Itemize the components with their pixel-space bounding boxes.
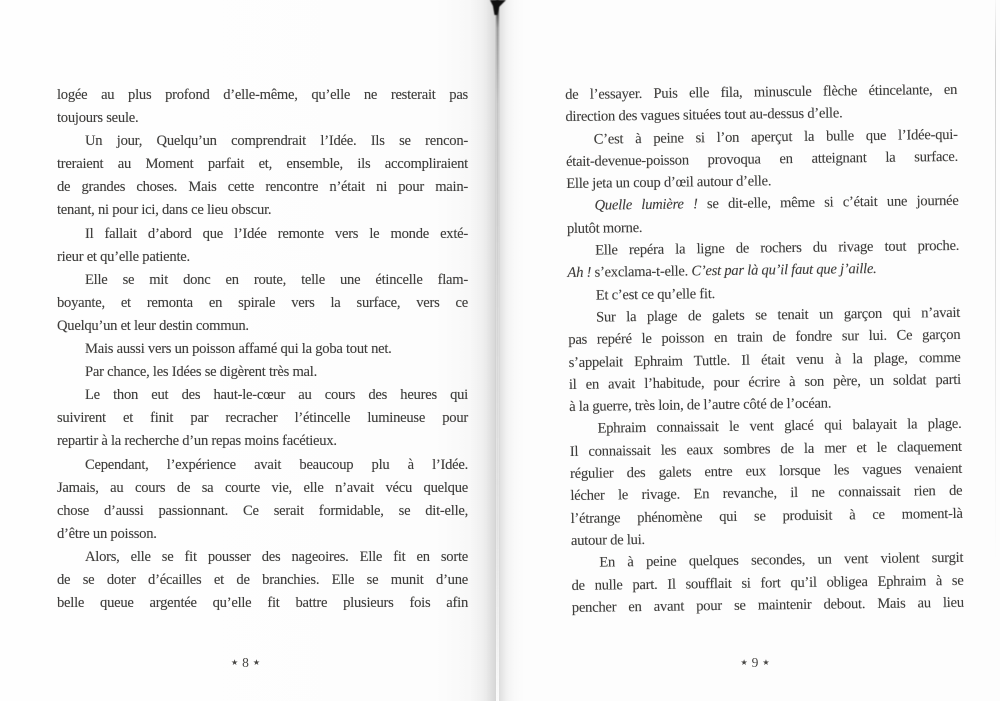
page-left-folio bbox=[40, 654, 451, 672]
text-line: belle queue argentée qu’elle fit battre plusieurs fois afin bbox=[57, 595, 468, 612]
text-line: Alors, elle se fit pousser des nageoires. Elle fit en sorte bbox=[85, 548, 468, 565]
text-line: d’être un poisson. bbox=[57, 525, 157, 542]
text-line: toujours seule. bbox=[57, 110, 139, 127]
page-left-text bbox=[57, 84, 468, 615]
text-line: régulier des galets entre eux lorsque les vagues venaient bbox=[570, 460, 963, 483]
text-line: de l’essayer. Puis elle fila, minuscule flèche étincelante, en bbox=[565, 81, 958, 103]
text-line: Et c’est ce qu’elle fit. bbox=[595, 285, 716, 304]
text-line: de nulle part. Il soufflait si fort qu’il obligea Ephraim à se bbox=[571, 572, 964, 594]
text-line: repartir à la recherche d’un repas moins facétieux. bbox=[57, 433, 337, 450]
text-line: Ah ! s’exclama-t-elle. C’est par là qu’il faut que j’aille. bbox=[567, 261, 877, 282]
text-line: Il fallait d’abord que l’Idée remonte vers le monde exté- bbox=[85, 225, 468, 242]
text-line: Cependant, l’expérience avait beaucoup plu à l’Idée. bbox=[85, 456, 468, 473]
text-line: à la guerre, très loin, de l’autre côté de l’océan. bbox=[569, 395, 832, 416]
text-line: pas repéré le poisson en train de fondre sur lui. Ce garçon bbox=[568, 327, 961, 349]
page-left bbox=[0, 0, 496, 701]
folio-star-icon: ★ bbox=[740, 657, 748, 667]
page-right-text bbox=[565, 79, 964, 619]
text-line: Ephraim connaissait le vent glacé qui balayait la plage. bbox=[597, 416, 962, 438]
folio-star-icon: ★ bbox=[230, 657, 239, 667]
text-line: C’est à peine si l’on aperçut la bulle que l’Idée-qui- bbox=[593, 126, 958, 148]
text-line: il en avait l’habitude, pour écrire à son père, un soldat parti bbox=[568, 371, 962, 393]
text-line: tenant, ni pour ici, dans ce lieu obscur. bbox=[57, 202, 272, 219]
page-edge-right-line bbox=[995, 0, 997, 701]
page-right-number: 9 bbox=[751, 655, 759, 671]
text-line: lécher le rivage. En revanche, il ne connaissait rien de bbox=[570, 483, 963, 505]
gutter-shadow-left bbox=[470, 0, 496, 701]
text-line: Elle se mit donc en route, telle une étincelle flam- bbox=[85, 271, 468, 288]
text-line: logée au plus profond d’elle-même, qu’elle ne resterait pas bbox=[57, 87, 468, 103]
text-line: Jamais, au cours de sa courte vie, elle n’avait vécu quelque bbox=[57, 479, 468, 496]
folio-star-icon: ★ bbox=[252, 657, 261, 667]
text-line: rieur et qu’elle patiente. bbox=[57, 248, 190, 265]
gutter-top-notch bbox=[482, 0, 512, 18]
text-line: était-devenue-poisson provoqua en atteignant la surface. bbox=[565, 148, 959, 170]
text-line: de grandes choses. Mais cette rencontre n’était ni pour main- bbox=[57, 179, 468, 196]
gutter-crease-line bbox=[496, 0, 499, 701]
text-line: Elle repéra la ligne de rochers du rivage tout proche. bbox=[595, 237, 960, 259]
text-line: de se doter d’écailles et de branchies. Elle se munit d’une bbox=[57, 571, 468, 588]
text-line: Sur la plage de galets se tenait un garçon qui n’avait bbox=[595, 304, 961, 326]
text-line: direction des vagues situées tout au-dessus d’elle. bbox=[565, 105, 843, 126]
text-line: Par chance, les Idées se digèrent très mal. bbox=[85, 364, 317, 381]
text-line: pencher en avant pour se maintenir debout. Mais au lieu bbox=[571, 594, 964, 616]
folio-star-icon: ★ bbox=[762, 657, 770, 667]
text-line: Un jour, Quelqu’un comprendrait l’Idée. Ils se rencon- bbox=[85, 133, 468, 150]
text-line: s’appelait Ephraim Tuttle. Il était venu à la plage, comme bbox=[568, 349, 961, 371]
text-line: boyante, et remonta en spirale vers la surface, vers ce bbox=[57, 294, 468, 311]
text-line: Il connaissait les eaux sombres de la mer et le claquement bbox=[569, 438, 962, 460]
page-right bbox=[499, 0, 1000, 701]
page-right-folio bbox=[559, 654, 951, 672]
text-line: l’étrange phénomène qui se produisit à ce moment-là bbox=[570, 505, 963, 527]
text-line: Quelqu’un et leur destin commun. bbox=[57, 317, 249, 334]
text-line: chose d’aussi passionnant. Ce serait formidable, se dit-elle, bbox=[57, 502, 468, 519]
text-line: treraient au Moment parfait et, ensemble, ils accompliraient bbox=[57, 156, 468, 173]
text-line: Quelle lumière ! se dit-elle, même si c’était une journée bbox=[594, 193, 959, 215]
text-line: autour de lui. bbox=[570, 531, 646, 549]
text-line: Mais aussi vers un poisson affamé qui la goba tout net. bbox=[85, 341, 392, 358]
page-left-number: 8 bbox=[242, 655, 249, 671]
text-line: suivirent et finit par recracher l’étincelle lumineuse pour bbox=[57, 410, 468, 427]
gutter-shadow-right bbox=[499, 0, 515, 701]
text-line: Le thon eut des haut-le-cœur au cours des heures qui bbox=[85, 387, 468, 404]
text-line: Elle jeta un coup d’œil autour d’elle. bbox=[566, 173, 772, 193]
text-line: En à peine quelques secondes, un vent violent surgit bbox=[599, 550, 964, 571]
text-line: plutôt morne. bbox=[566, 219, 643, 237]
